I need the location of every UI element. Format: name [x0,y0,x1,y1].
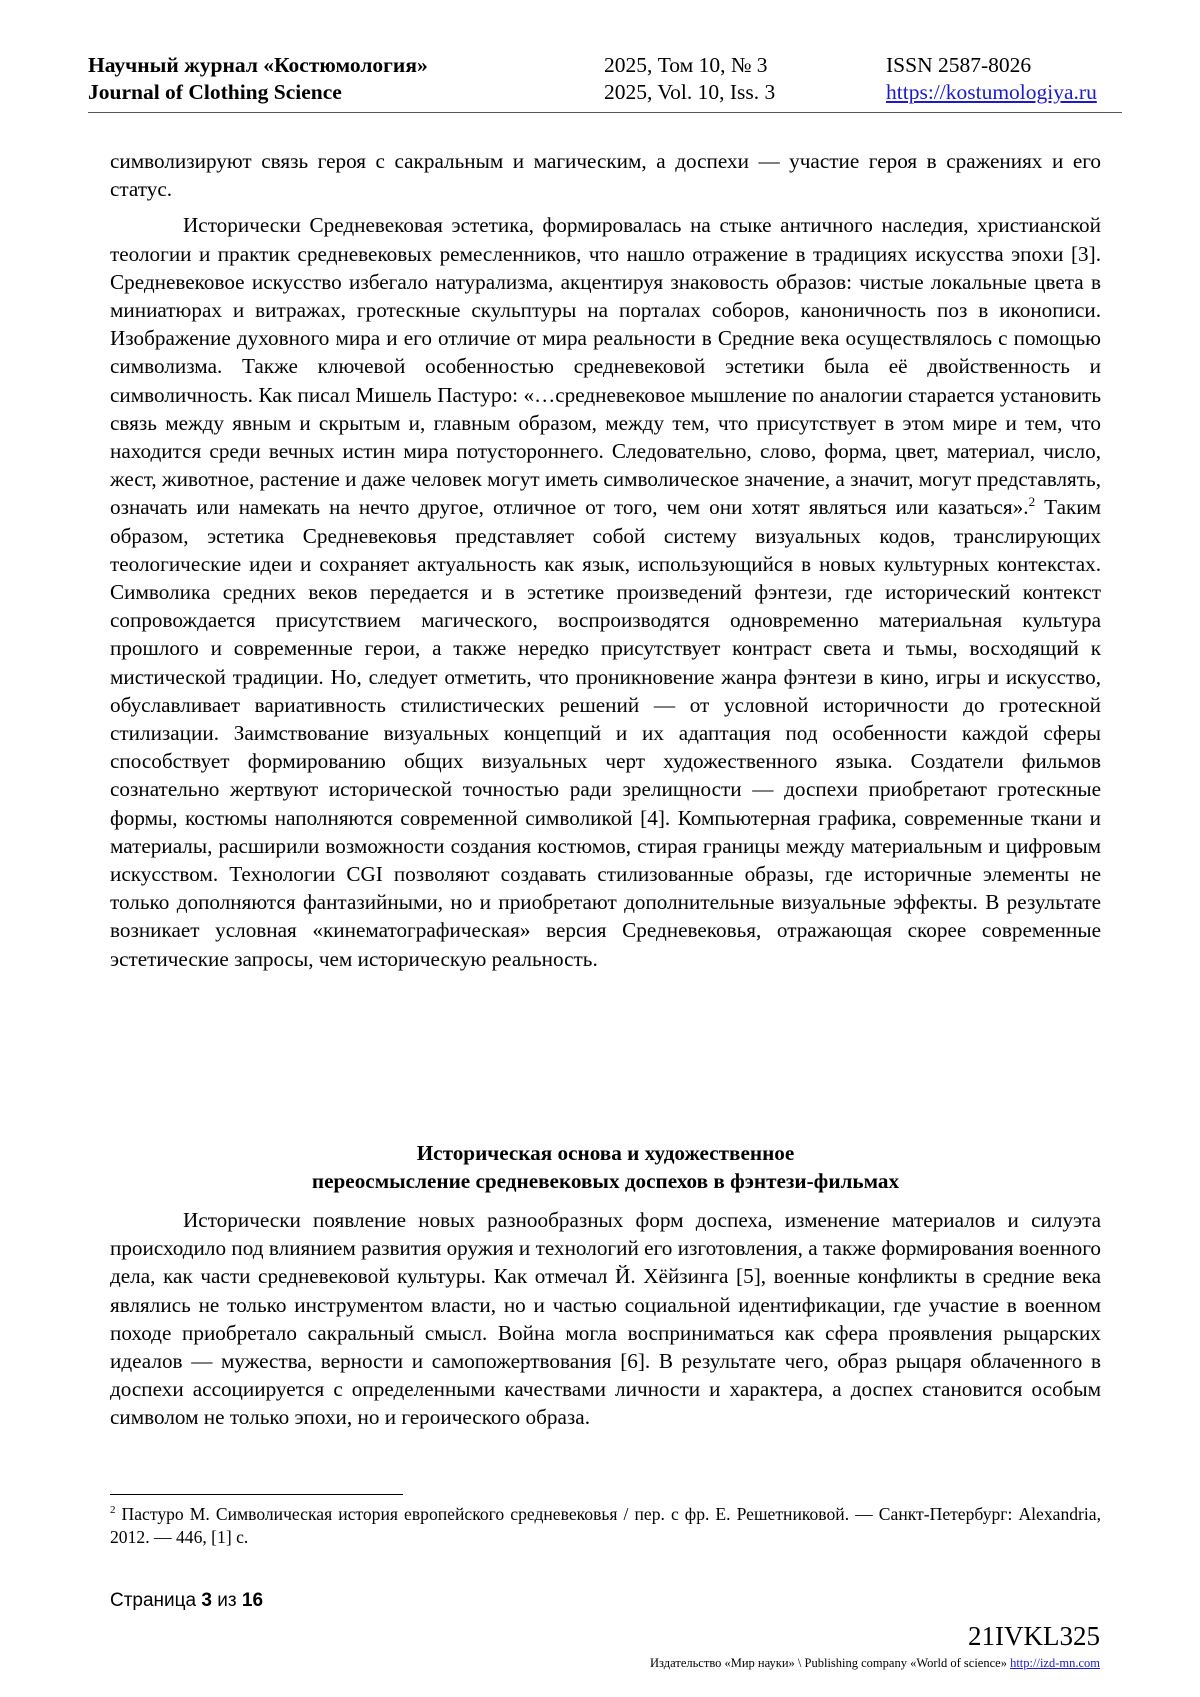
paragraph-text-before-ref: Исторически Средневековая эстетика, формировалась на стыке античного наследия, христианской теологии и практик средневековых ремесленников, что нашло отражение в традициях искусства эпохи [3]. Средневековое искусство избегало натурализма, акцентируя знаковость образов: чистые локальные цвета в миниатюрах и витражах, гротескные скульптуры на порталах соборов, каноничность поз в иконописи. Изображение духовного мира и его отличие от мира реальности в Средние века осуществлялось с помощью символизма. Также ключевой особенностью средневековой эстетики была её двойственность и символичность. Как писал Мишель Пастуро: «…средневековое мышление по аналогии старается установить связь между явным и скрытым и, главным образом, между тем, что присутствует в этом мире и тем, что находится среди вечных истин мира потустороннего. Следовательно, слово, форма, цвет, материал, число, жест, животное, растение и даже человек могут иметь символическое значение, а значит, могут представлять, означать или намекать на нечто другое, отличное от того, чем они хотят являться или казаться». [110,213,1101,520]
paragraph-armor-history: Исторически появление новых разнообразных форм доспеха, изменение материалов и силуэта происходило под влиянием развития оружия и технологий его изготовления, а также формирования военного дела, как части средневековой культуры. Как отмечал Й. Хёйзинга [5], военные конфликты в средние века являлись не только инструментом власти, но и частью социальной идентификации, где участие в военном походе приобретало сакральный смысл. Война могла восприниматься как сфера проявления рыцарских идеалов — мужества, верности и самопожертвования [6]. В результате чего, образ рыцаря облаченного в доспехи ассоциируется с определенными качествами личности и характера, а доспех становится особым символом не только эпохи, но и героического образа. [110,1208,1101,1430]
issn: ISSN 2587-8026 [886,53,1032,77]
journal-title-block [88,52,428,106]
article-body-part-1 [110,147,1101,973]
article-body-part-2 [110,1206,1101,1432]
page-current: 3 [201,1590,212,1611]
paragraph-continuation: символизируют связь героя с сакральным и магическим, а доспехи — участие героя в сражениях и его статус. [110,149,1101,202]
section-heading-line-2: переосмысление средневековых доспехов в фэнтези-фильмах [311,1169,900,1194]
issue-info-block [604,52,775,106]
article-code: 21IVKL325 [968,1621,1100,1651]
page-of: из [217,1590,237,1611]
section-heading-line-1: Историческая основа и художественное [416,1141,795,1165]
publisher-line [650,1656,1100,1671]
section-heading [110,1139,1101,1195]
page-number [110,1590,263,1612]
page-word: Страница [110,1590,197,1611]
journal-title-en: Journal of Clothing Science [88,80,342,104]
paragraph-medieval-aesthetics [110,211,1101,972]
paragraph-text-after-ref: Таким образом, эстетика Средневековья представляет собой систему визуальных кодов, транслирующих теологические идеи и сохраняет актуальность как язык, использующийся в новых культурных контекстах. Символика средних веков передается и в эстетике произведений фэнтези, где исторический контекст сопровождается присутствием магического, воспроизводятся одновременно материальная культура прошлого и современные герои, а также нередко присутствует контраст света и тьмы, восходящий к мистической традиции. Но, следует отметить, что проникновение жанра фэнтези в кино, игры и искусство, обуславливает вариативность стилистических решений — от условной историчности до гротескной стилизации. Заимствование визуальных концепций и их адаптация под особенности каждой сферы способствует формированию общих визуальных черт художественного языка. Создатели фильмов сознательно жертвуют исторической точностью ради зрелищности — доспехи приобретают гротескные формы, костюмы наполняются современной символикой [4]. Компьютерная графика, современные ткани и материалы, расширили возможности создания костюмов, стирая границы между материальным и цифровым искусством. Технологии CGI позволяют создавать стилизованные образы, где историчные элементы не только дополняются фантазийными, но и приобретают дополнительные визуальные эффекты. В результате возникает условная «кинематографическая» версия Средневековья, отражающая скорее современные эстетические запросы, чем историческую реальность. [110,495,1102,971]
footnote-number: 2 [110,1504,116,1517]
issue-info-en: 2025, Vol. 10, Iss. 3 [604,80,776,104]
issn-block [886,52,1097,106]
journal-title-ru: Научный журнал «Костюмология» [88,53,428,77]
footnote-text: Пастуро М. Символическая история европейского средневековья / пер. с фр. Е. Решетниковой. — Санкт-Петербург: Alexandria, 2012. — 446, [1] с. [110,1504,1101,1547]
journal-header [88,52,1122,113]
footnote [110,1503,1101,1548]
publisher-link[interactable]: http://izd-mn.com [1010,1656,1100,1670]
page-total: 16 [241,1590,264,1611]
footnote-divider [110,1494,403,1495]
journal-url-link[interactable]: https://kostumologiya.ru [886,80,1097,104]
publisher-text: Издательство «Мир науки» \ Publishing company «World of science» [650,1656,1011,1670]
issue-info-ru: 2025, Том 10, № 3 [604,53,768,77]
footnote-reference[interactable]: 2 [1028,494,1036,510]
